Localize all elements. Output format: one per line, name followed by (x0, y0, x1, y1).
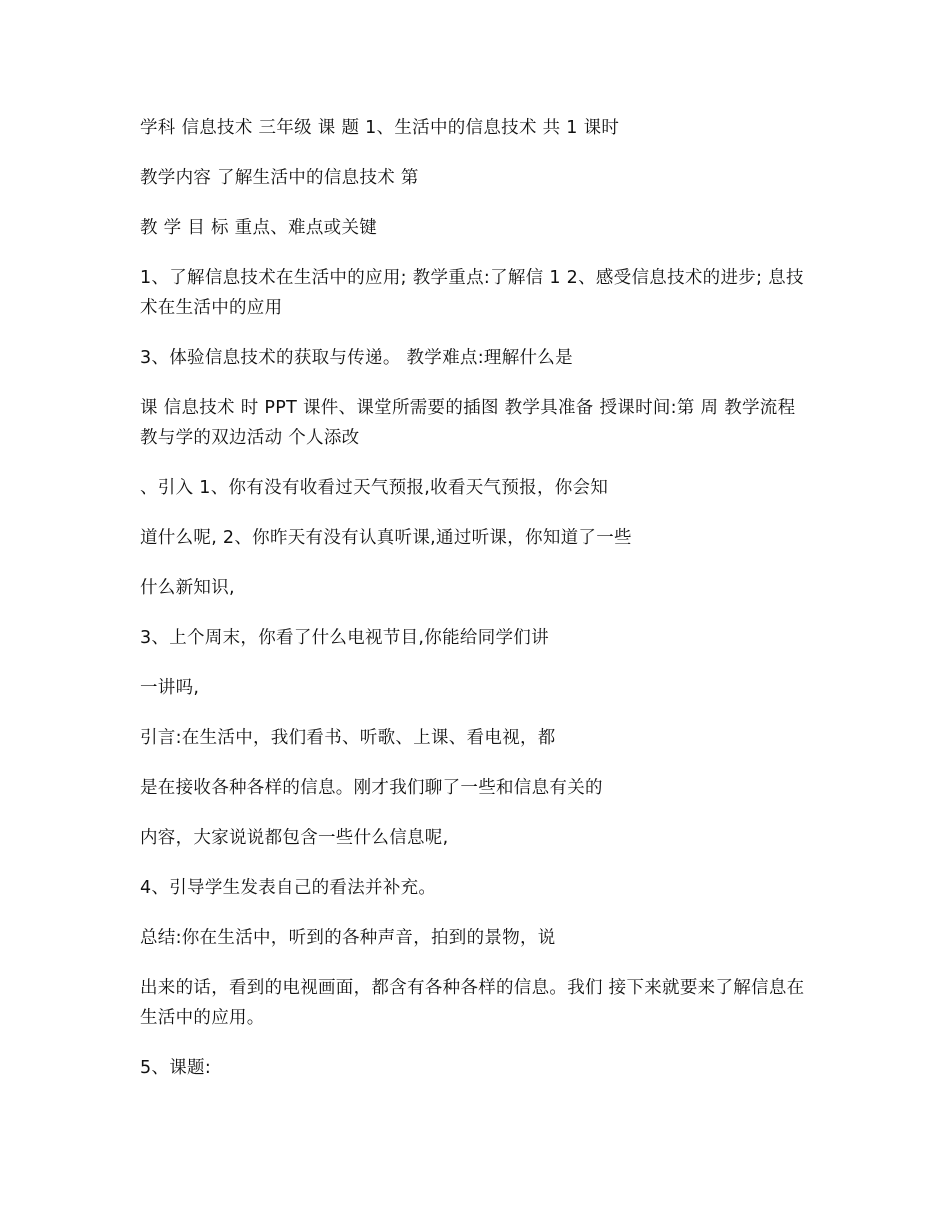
paragraph-goals: 教 学 目 标 重点、难点或关键 (140, 218, 378, 238)
paragraph-preface: 引言:在生活中，我们看书、听歌、上课、看电视，都 (140, 728, 556, 748)
paragraph-goal-1: 1、了解信息技术在生活中的应用; 教学重点:了解信 1 2、感受信息技术的进步; 息技术在生活中的应用 (140, 268, 804, 318)
paragraph-preface-2: 是在接收各种各样的信息。刚才我们聊了一些和信息有关的 (140, 778, 603, 798)
paragraph-step-4: 4、引导学生发表自己的看法并补充。 (140, 878, 437, 898)
paragraph-question-3-cont: 一讲吗, (140, 678, 200, 698)
paragraph-intro-3: 什么新知识, (140, 578, 235, 598)
document-body (140, 113, 805, 1103)
paragraph-preparation: 课 信息技术 时 PPT 课件、课堂所需要的插图 教学具准备 授课时间:第 周 教学流程 教与学的双边活动 个人添改 (140, 398, 802, 448)
paragraph-goal-3: 3、体验信息技术的获取与传递。 教学难点:理解什么是 (140, 348, 573, 368)
paragraph-header: 学科 信息技术 三年级 课 题 1、生活中的信息技术 共 1 课时 (140, 118, 620, 138)
paragraph-content: 教学内容 了解生活中的信息技术 第 (140, 168, 419, 188)
paragraph-summary-2: 出来的话，看到的电视画面，都含有各种各样的信息。我们 接下来就要来了解信息在生活中的应用。 (140, 978, 805, 1028)
paragraph-summary: 总结:你在生活中，听到的各种声音，拍到的景物，说 (140, 928, 556, 948)
paragraph-step-5: 5、课题: (140, 1058, 212, 1078)
paragraph-intro: 、引入 1、你有没有收看过天气预报,收看天气预报，你会知 (140, 478, 609, 498)
paragraph-intro-2: 道什么呢, 2、你昨天有没有认真听课,通过听课，你知道了一些 (140, 528, 632, 548)
paragraph-preface-3: 内容，大家说说都包含一些什么信息呢, (140, 828, 449, 848)
paragraph-question-3: 3、上个周末，你看了什么电视节目,你能给同学们讲 (140, 628, 549, 648)
